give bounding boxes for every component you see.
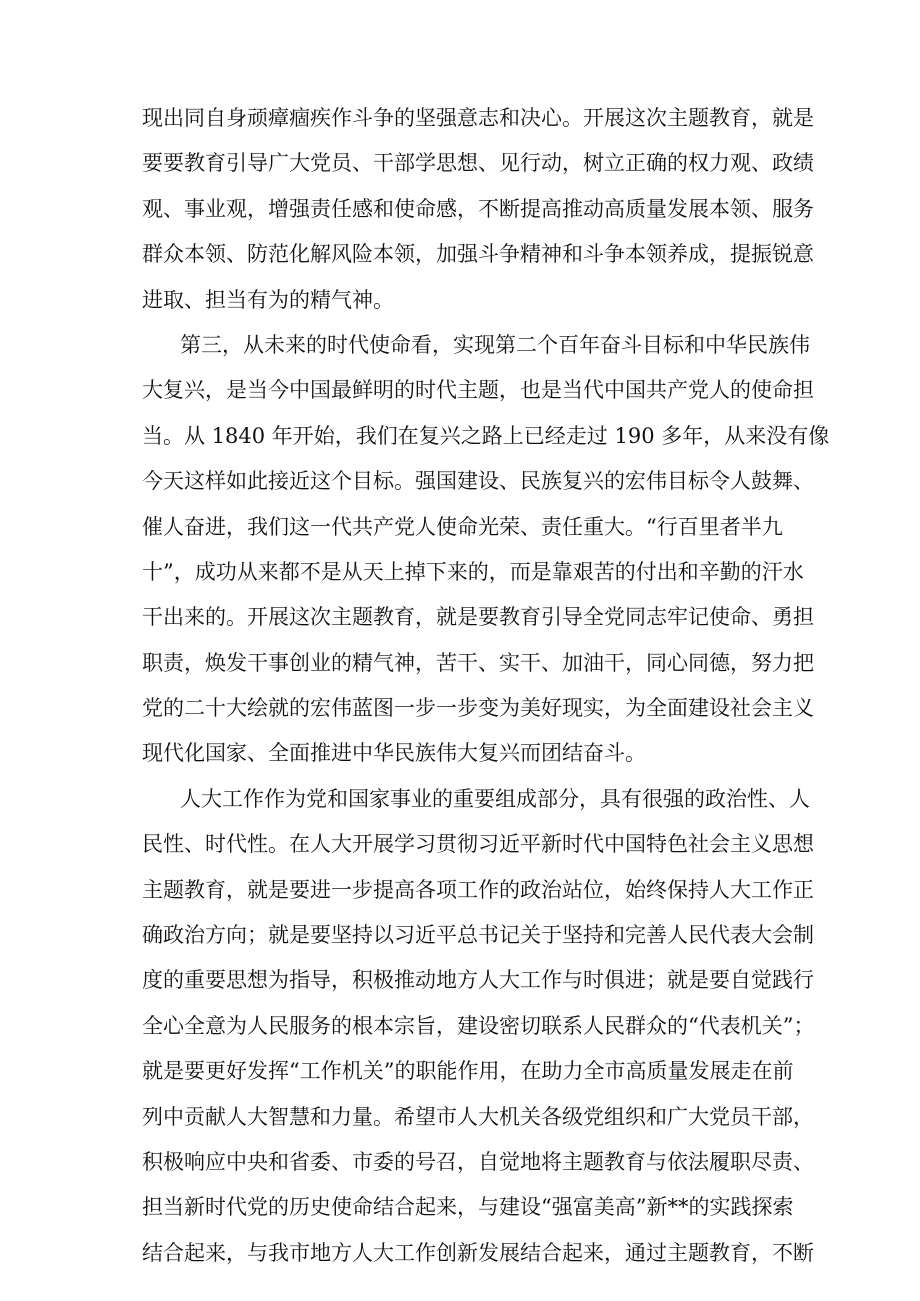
paragraph-2 — [142, 323, 830, 777]
text-line: 观、事业观，增强责任感和使命感，不断提高推动高质量发展本领、服务 — [142, 196, 814, 221]
paragraph-3 — [142, 777, 815, 1276]
text-line: 大复兴，是当今中国最鲜明的时代主题，也是当代中国共产党人的使命担 — [142, 378, 814, 403]
text-line: 度的重要思想为指导，积极推动地方人大工作与时俱进；就是要自觉践行 — [142, 968, 814, 993]
text-line: 群众本领、防范化解风险本领，加强斗争精神和斗争本领养成，提振锐意 — [142, 242, 814, 267]
text-line: 催人奋进，我们这一代共产党人使命光荣、责任重大。“行百里者半九 — [142, 514, 783, 539]
text-line: 人大工作作为党和国家事业的重要组成部分，具有很强的政治性、人 — [180, 786, 810, 811]
text-line: 列中贡献人大智慧和力量。希望市人大机关各级党组织和广大党员干部， — [142, 1104, 814, 1129]
text-line: 结合起来，与我市地方人大工作创新发展结合起来，通过主题教育，不断 — [142, 1240, 814, 1265]
text-line: 十”，成功从来都不是从天上掉下来的，而是靠艰苦的付出和辛勤的汗水 — [142, 559, 804, 584]
text-line: 就是要更好发挥“工作机关”的职能作用，在助力全市高质量发展走在前 — [142, 1059, 794, 1084]
text-line: 当。从 1840 年开始，我们在复兴之路上已经走过 190 多年，从来没有像 — [142, 423, 830, 448]
text-line: 党的二十大绘就的宏伟蓝图一步一步变为美好现实，为全面建设社会主义 — [142, 696, 814, 721]
text-line: 干出来的。开展这次主题教育，就是要教育引导全党同志牢记使命、勇担 — [142, 605, 814, 630]
text-line: 进取、担当有为的精气神。 — [142, 287, 394, 312]
text-line: 要要教育引导广大党员、干部学思想、见行动，树立正确的权力观、政绩 — [142, 151, 814, 176]
text-line: 职责，焕发干事创业的精气神，苦干、实干、加油干，同心同德，努力把 — [142, 650, 814, 675]
paragraph-1 — [142, 96, 814, 323]
text-line: 现代化国家、全面推进中华民族伟大复兴而团结奋斗。 — [142, 741, 646, 766]
document-body — [142, 96, 830, 1276]
text-line: 主题教育，就是要进一步提高各项工作的政治站位，始终保持人大工作正 — [142, 877, 814, 902]
text-line: 担当新时代党的历史使命结合起来，与建设“强富美高”新**的实践探索 — [142, 1195, 794, 1220]
text-line: 积极响应中央和省委、市委的号召，自觉地将主题教育与依法履职尽责、 — [142, 1149, 814, 1174]
text-line: 第三，从未来的时代使命看，实现第二个百年奋斗目标和中华民族伟 — [180, 332, 810, 357]
text-line: 确政治方向；就是要坚持以习近平总书记关于坚持和完善人民代表大会制 — [142, 923, 814, 948]
text-line: 民性、时代性。在人大开展学习贯彻习近平新时代中国特色社会主义思想 — [142, 832, 814, 857]
text-line: 今天这样如此接近这个目标。强国建设、民族复兴的宏伟目标令人鼓舞、 — [142, 469, 814, 494]
text-line: 全心全意为人民服务的根本宗旨，建设密切联系人民群众的“代表机关”； — [142, 1013, 815, 1038]
text-line: 现出同自身顽瘴痼疾作斗争的坚强意志和决心。开展这次主题教育，就是 — [142, 106, 814, 130]
